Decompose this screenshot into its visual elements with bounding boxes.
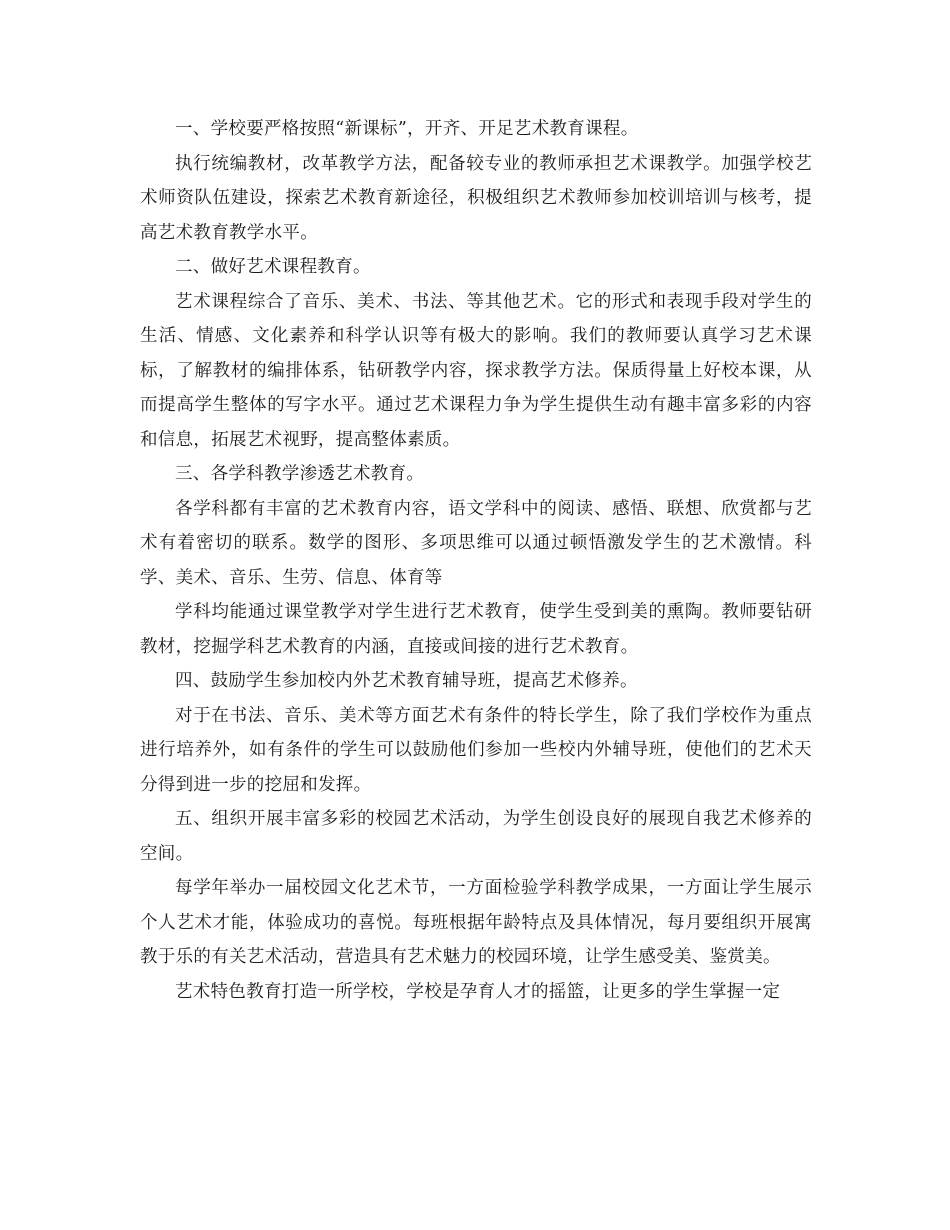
heading-5: 五、组织开展丰富多彩的校园艺术活动，为学生创设良好的展现自我艺术修养的空间。 <box>140 809 812 864</box>
paragraph: 艺术课程综合了音乐、美术、书法、等其他艺术。它的形式和表现手段对学生的生活、情感、文化素养和科学认识等有极大的影响。我们的教师要认真学习艺术课标，了解教材的编排体系，钻研教学内容，探求教学方法。保质得量上好校本课，从而提高学生整体的写字水平。通过艺术课程力争为学生提供生动有趣丰富多彩的内容和信息，拓展艺术视野，提高整体素质。 <box>140 291 812 450</box>
heading-4: 四、鼓励学生参加校内外艺术教育辅导班，提高艺术修养。 <box>175 671 638 691</box>
paragraph: 学科均能通过课堂教学对学生进行艺术教育，使学生受到美的熏陶。教师要钻研教材，挖掘学科艺术教育的内涵，直接或间接的进行艺术教育。 <box>140 602 812 657</box>
heading-2: 二、做好艺术课程教育。 <box>175 257 371 277</box>
document-body <box>140 112 812 1009</box>
heading-1: 一、学校要严格按照“新课标”，开齐、开足艺术教育课程。 <box>175 119 639 139</box>
paragraph: 艺术特色教育打造一所学校，学校是孕育人才的摇篮，让更多的学生掌握一定 <box>175 981 781 1002</box>
paragraph: 对于在书法、音乐、美术等方面艺术有条件的特长学生，除了我们学校作为重点进行培养外，如有条件的学生可以鼓励他们参加一些校内外辅导班，使他们的艺术天分得到进一步的挖屈和发挥。 <box>140 705 812 795</box>
paragraph: 各学科都有丰富的艺术教育内容，语文学科中的阅读、感悟、联想、欣赏都与艺术有着密切的联系。数学的图形、多项思维可以通过顿悟激发学生的艺术激情。科学、美术、音乐、生劳、信息、体育等 <box>140 498 812 588</box>
paragraph: 执行统编教材，改革教学方法，配备较专业的教师承担艺术课教学。加强学校艺术师资队伍建设，探索艺术教育新途径，积极组织艺术教师参加校训培训与核考，提高艺术教育教学水平。 <box>140 153 812 243</box>
heading-3: 三、各学科教学渗透艺术教育。 <box>175 464 425 484</box>
paragraph: 每学年举办一届校园文化艺术节，一方面检验学科教学成果，一方面让学生展示个人艺术才能，体验成功的喜悦。每班根据年龄特点及具体情况，每月要组织开展寓教于乐的有关艺术活动，营造具有艺术魅力的校园环境，让学生感受美、鉴赏美。 <box>140 878 812 967</box>
